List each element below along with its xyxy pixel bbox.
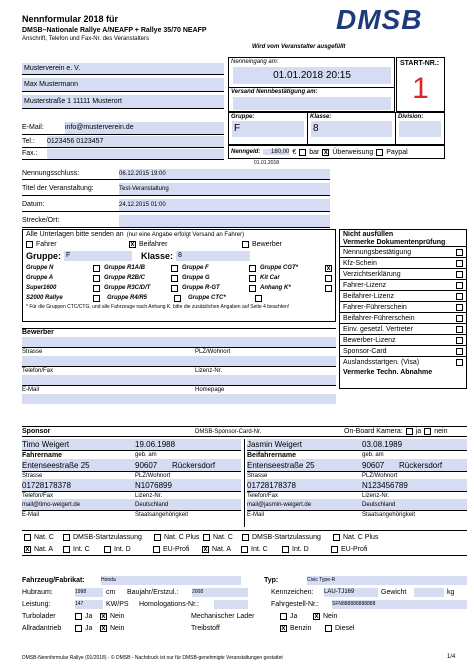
doc-check-item xyxy=(340,345,466,356)
driver-nationality[interactable]: Deutschland xyxy=(135,501,169,508)
group-option-checkbox[interactable] xyxy=(93,265,100,272)
driver-natcplus-label: Nat. C Plus xyxy=(164,533,200,541)
doc-check-item xyxy=(340,334,466,345)
group-box-value[interactable]: F xyxy=(232,121,304,137)
applicant-license-label: Lizenz-Nr. xyxy=(195,368,223,374)
doc-check-checkbox[interactable] xyxy=(456,271,463,278)
weight-label: Gewicht xyxy=(381,588,407,596)
fax-label: Fax.: xyxy=(22,150,38,157)
turbo-label: Turbolader xyxy=(22,612,56,620)
driver-intc-checkbox[interactable] xyxy=(63,546,70,553)
doc-check-checkbox[interactable] xyxy=(456,293,463,300)
organizer-fax[interactable] xyxy=(47,149,224,159)
group-option-checkbox[interactable] xyxy=(171,265,178,272)
driver-block xyxy=(22,439,241,527)
displacement-label: Hubraum: xyxy=(22,588,53,596)
doc-check-checkbox[interactable] xyxy=(456,348,463,355)
doc-check-label: Kfz-Schein xyxy=(343,259,377,267)
mech-ja-label: Ja xyxy=(290,612,298,620)
class-box-value[interactable]: 8 xyxy=(311,121,392,137)
route-label: Strecke/Ort: xyxy=(22,217,60,224)
group-option-label: Gruppe R3C/D/T xyxy=(104,285,151,291)
send-driver-label: Fahrer xyxy=(36,240,57,248)
organizer-line-2[interactable]: Max Mustermann xyxy=(22,78,224,92)
codriver-block xyxy=(244,439,467,527)
not-fill-subtitle: Vermerke Dokumentenprüfung xyxy=(343,239,446,246)
group-box-label: Gruppe: xyxy=(231,114,255,120)
doc-check-item xyxy=(340,356,466,367)
send-codriver-checkbox[interactable]: x xyxy=(130,240,135,248)
codriver-license-label: Lizenz-Nr. xyxy=(362,492,390,499)
division-label: Division: xyxy=(398,114,424,120)
codriver-natcplus-checkbox[interactable] xyxy=(333,534,340,541)
dmsb-logo: DMSB xyxy=(336,4,423,35)
received-value[interactable]: 01.01.2018 20:15 xyxy=(233,67,391,84)
not-fill-title: Nicht ausfüllen xyxy=(343,231,394,238)
sponsor-row xyxy=(22,426,467,437)
group-option-checkbox[interactable] xyxy=(255,295,262,302)
event-date-label: Datum: xyxy=(22,201,45,208)
group-option-checkbox[interactable] xyxy=(93,295,100,302)
homolog-value[interactable] xyxy=(214,600,248,609)
type-label: Typ: xyxy=(264,577,279,584)
driver-zip[interactable]: 90607 xyxy=(135,460,158,470)
class-label: Klasse: xyxy=(141,251,174,261)
driver-natcplus-checkbox[interactable] xyxy=(154,534,161,541)
applicant-phone-label: Telefon/Fax xyxy=(22,368,54,374)
doc-check-checkbox[interactable] xyxy=(456,249,463,256)
turbo-nein-checkbox[interactable]: x xyxy=(101,612,106,620)
driver-city[interactable]: Rückersdorf xyxy=(172,460,216,470)
driver-license[interactable]: N1076899 xyxy=(135,480,172,490)
doc-check-checkbox[interactable] xyxy=(456,315,463,322)
organizer-caption: Anschrift, Telefon und Fax-Nr. des Veranstalters xyxy=(22,36,149,42)
driver-nata-checkbox[interactable]: x xyxy=(25,545,30,553)
codriver-intc-label: Int. C xyxy=(251,545,268,553)
driver-street[interactable]: Entenseestraße 25 xyxy=(22,460,90,470)
group-option-checkbox[interactable] xyxy=(174,295,181,302)
fee-date: 01.01.2018 xyxy=(254,160,280,166)
driver-license-label: Lizenz-Nr. xyxy=(135,492,163,499)
organizer-note: Wird vom Veranstalter ausgefüllt xyxy=(252,44,346,50)
form-subtitle: DMSB–Nationale Rallye A/NEAFP + Rallye 35/70 NEAFP xyxy=(22,27,207,34)
codriver-nata-label: Nat. A xyxy=(212,545,232,553)
driver-startzul-label: DMSB-Startzulassung xyxy=(73,533,142,541)
driver-name-label: Fahrername xyxy=(22,451,63,459)
power-unit: KW/PS xyxy=(106,600,129,608)
driver-name[interactable]: Timo Weigert xyxy=(22,440,70,449)
codriver-zip[interactable]: 90607 xyxy=(362,460,385,470)
deadline-value[interactable]: 06.12.2015 19:00 xyxy=(119,169,330,179)
doc-check-label: Sponsor-Card xyxy=(343,347,387,355)
plate-value[interactable]: LAU-TJ169 xyxy=(324,588,378,597)
start-label: START-NR.: xyxy=(400,60,440,67)
awd-nein-label: Nein xyxy=(110,624,125,632)
fee-row xyxy=(228,145,445,159)
driver-startzul-checkbox[interactable] xyxy=(63,534,70,541)
group-option-label: Gruppe R1A/B xyxy=(104,265,146,271)
email-label: E-Mail: xyxy=(22,124,44,131)
turbo-ja-label: Ja xyxy=(85,612,93,620)
start-number-box xyxy=(396,57,445,112)
driver-street-label: Strasse xyxy=(22,472,43,479)
doc-check-checkbox[interactable] xyxy=(456,326,463,333)
codriver-startzul-checkbox[interactable] xyxy=(242,534,249,541)
applicant-email-label: E-Mail xyxy=(22,387,40,393)
applicant-street-field[interactable] xyxy=(22,356,336,366)
pay-bar-checkbox[interactable] xyxy=(299,149,306,156)
turbo-nein-label: Nein xyxy=(110,612,125,620)
homolog-label: Homologations-Nr.: xyxy=(139,600,199,608)
year-value[interactable]: 2008 xyxy=(192,588,248,597)
fuel-label: Treibstoff xyxy=(191,624,220,632)
doc-check-checkbox[interactable] xyxy=(456,304,463,311)
doc-check-item xyxy=(340,312,466,323)
doc-check-label: Fahrer-Führerschein xyxy=(343,303,407,311)
group-option-label: S2000 Rallye xyxy=(26,295,63,301)
driver-zip-label: PLZ/Wohnort xyxy=(135,472,171,479)
tech-check-label: Vermerke Techn. Abnahme xyxy=(343,369,433,376)
send-codriver-label: Beifahrer xyxy=(139,240,168,248)
send-driver-checkbox[interactable] xyxy=(26,241,33,248)
event-date-value[interactable]: 24.12.2015 01:00 xyxy=(119,199,330,211)
organizer-block xyxy=(22,63,224,159)
codriver-street[interactable]: Entenseestraße 25 xyxy=(247,460,315,470)
fuel-benzin-label: Benzin xyxy=(290,624,312,632)
mech-ja-checkbox[interactable] xyxy=(280,613,287,620)
codriver-nat-label: Staatsangehörigkeit xyxy=(362,511,416,518)
weight-unit: kg xyxy=(447,588,455,596)
doc-check-label: Einv. gesetzl. Vertreter xyxy=(343,325,413,333)
codriver-natc-label: Nat. C xyxy=(213,533,233,541)
driver-natc-checkbox[interactable] xyxy=(24,534,31,541)
event-block xyxy=(22,168,330,228)
applicant-homepage-label: Homepage xyxy=(195,387,225,393)
send-applicant-label: Bewerber xyxy=(252,240,282,248)
group-option-label: Gruppe N xyxy=(26,265,54,271)
codriver-intd-label: Int. D xyxy=(292,545,309,553)
displacement-value[interactable]: 1998 xyxy=(75,588,103,597)
route-value[interactable] xyxy=(119,215,330,227)
codriver-euprofi-label: EU-Profi xyxy=(341,545,368,553)
received-label: Nenneingang am: xyxy=(231,59,279,65)
tel-label: Tel.: xyxy=(22,137,35,145)
group-option-label: Gruppe R4/R5 xyxy=(107,295,148,301)
make-value[interactable]: Honda xyxy=(101,576,241,585)
awd-ja-checkbox[interactable] xyxy=(75,625,82,632)
organizer-line-1[interactable]: Musterverein e. V. xyxy=(22,63,224,75)
codriver-city[interactable]: Rückersdorf xyxy=(399,460,443,470)
mech-nein-checkbox[interactable]: x xyxy=(314,612,319,620)
pay-transfer-label: Überweisung xyxy=(332,148,374,156)
doc-check-item xyxy=(340,301,466,312)
applicant-phone-field[interactable] xyxy=(22,375,336,385)
doc-check-item xyxy=(340,279,466,290)
group-option-checkbox[interactable]: x xyxy=(326,264,331,272)
plate-label: Kennzeichen: xyxy=(271,588,314,596)
camera-label: On-Board Kamera: xyxy=(344,428,403,435)
event-title-label: Titel der Veranstaltung: xyxy=(22,185,94,192)
codriver-nationality[interactable]: Deutschland xyxy=(362,501,396,508)
group-option-checkbox[interactable] xyxy=(171,285,178,292)
fee-value[interactable]: 180,00 xyxy=(263,149,289,155)
mech-nein-label: Nein xyxy=(323,612,338,620)
pay-bar-label: bar xyxy=(309,148,320,156)
doc-check-label: Verzichtserklärung xyxy=(343,270,401,278)
driver-dob[interactable]: 19.06.1988 xyxy=(135,440,176,449)
group-option-label: Gruppe CTC* xyxy=(188,295,226,301)
codriver-street-label: Strasse xyxy=(247,472,268,479)
driver-euprofi-checkbox[interactable] xyxy=(153,546,160,553)
camera-ja-label: ja xyxy=(415,428,422,435)
codriver-euprofi-checkbox[interactable] xyxy=(331,546,338,553)
doc-check-label: Nennungsbestätigung xyxy=(343,248,412,256)
doc-check-checkbox[interactable] xyxy=(456,337,463,344)
driver-email[interactable]: mail@timo-weigert.de xyxy=(22,501,81,508)
groups-block xyxy=(22,229,336,322)
doc-check-label: Beifahrer-Lizenz xyxy=(343,292,394,300)
group-option-checkbox[interactable] xyxy=(249,285,256,292)
organizer-email[interactable]: info@musterverein.de xyxy=(65,122,224,134)
doc-check-checkbox[interactable] xyxy=(456,260,463,267)
doc-check-block xyxy=(339,229,467,389)
codriver-name[interactable]: Jasmin Weigert xyxy=(247,440,302,449)
codriver-nata-checkbox[interactable]: x xyxy=(203,545,208,553)
page-number: 1/4 xyxy=(447,654,456,660)
driver-email-label: E-Mail xyxy=(22,511,40,518)
awd-label: Allradantrieb xyxy=(22,624,62,632)
type-value[interactable]: Civic Type-R xyxy=(307,576,467,585)
codriver-natcplus-label: Nat. C Plus xyxy=(343,533,379,541)
group-option-checkbox[interactable] xyxy=(325,285,332,292)
doc-check-item xyxy=(340,323,466,334)
applicant-title: Bewerber xyxy=(22,328,336,337)
sponsor-card-label: DMSB-Sponsor-Card-Nr. xyxy=(195,428,262,435)
codriver-dob[interactable]: 03.08.1989 xyxy=(362,440,403,449)
codriver-phone-label: Telefon/Fax xyxy=(247,492,279,499)
group-option-label: Kit Car xyxy=(260,275,280,281)
received-box xyxy=(228,57,395,112)
driver-intc-label: Int. C xyxy=(73,545,90,553)
codriver-email[interactable]: mail@jasmin-weigert.de xyxy=(247,501,312,508)
doc-check-label: Fahrer-Lizenz xyxy=(343,281,387,289)
driver-euprofi-label: EU-Profi xyxy=(163,545,190,553)
driver-natc-label: Nat. C xyxy=(34,533,54,541)
organizer-line-3[interactable]: Musterstraße 1 11111 Musterort xyxy=(22,95,224,109)
group-option-label: Gruppe R-GT xyxy=(182,285,220,291)
doc-check-list xyxy=(340,246,466,367)
group-grid xyxy=(23,263,335,303)
displacement-unit: cm xyxy=(106,588,116,596)
fee-label: Nenngeld: xyxy=(231,149,261,155)
doc-check-checkbox[interactable] xyxy=(456,359,463,366)
vin-label: Fahrgestell-Nr.: xyxy=(271,600,319,608)
driver-intd-label: Int. D xyxy=(114,545,131,553)
turbo-ja-checkbox[interactable] xyxy=(75,613,82,620)
group-option-label: Gruppe F xyxy=(182,265,209,271)
codriver-natc-checkbox[interactable] xyxy=(203,534,210,541)
mech-label: Mechanischer Lader xyxy=(191,612,255,620)
vin-value[interactable]: SFN888888888888 xyxy=(332,600,467,609)
confirm-label: Versand Nennbestätigung am: xyxy=(231,89,318,95)
footer-text: DMSB-Nennformular Rallye (01/2018) - © DMSB - Nachdruck ist nur für DMSB-genehmigte Veranstaltungen gestattet xyxy=(22,655,283,661)
send-docs-text: Alle Unterlagen bitte senden an xyxy=(26,231,124,238)
group-class-box xyxy=(228,112,445,145)
doc-check-checkbox[interactable] xyxy=(456,282,463,289)
group-option-checkbox[interactable] xyxy=(249,265,256,272)
group-option-checkbox[interactable] xyxy=(249,275,256,282)
group-label: Gruppe: xyxy=(26,251,61,261)
deadline-label: Nennungsschluss: xyxy=(22,170,80,177)
applicant-zip-label: PLZ/Wohnort xyxy=(195,349,231,355)
driver-phone[interactable]: 01728178378 xyxy=(22,480,71,490)
fuel-benzin-checkbox[interactable]: x xyxy=(281,624,286,632)
group-option-label: Gruppe A xyxy=(26,275,54,281)
pay-paypal-checkbox[interactable] xyxy=(376,149,383,156)
send-applicant-checkbox[interactable] xyxy=(242,241,249,248)
event-title-value[interactable]: Test-Veranstaltung xyxy=(119,183,330,195)
doc-check-label: Auslandsstartgen. (Visa) xyxy=(343,358,420,366)
applicant-name-field[interactable] xyxy=(22,337,336,347)
class-box-label: Klasse: xyxy=(310,114,332,120)
weight-value[interactable] xyxy=(414,588,444,597)
group-option-label: Gruppe G xyxy=(182,275,210,281)
power-value[interactable]: 147 xyxy=(75,600,103,609)
applicant-email-field[interactable] xyxy=(22,394,336,404)
group-value[interactable]: F xyxy=(64,251,132,261)
group-option-label: Gruppe R2B/C xyxy=(104,275,146,281)
doc-check-item xyxy=(340,246,466,257)
start-value[interactable]: 1 xyxy=(412,72,429,105)
applicant-street-label: Strasse xyxy=(22,349,43,355)
camera-nein-label: nein xyxy=(434,428,448,435)
camera-nein-checkbox[interactable] xyxy=(424,428,431,435)
doc-check-item xyxy=(340,257,466,268)
doc-check-item xyxy=(340,268,466,279)
codriver-name-label: Beifahrername xyxy=(247,451,297,459)
driver-nata-label: Nat. A xyxy=(34,545,54,553)
send-docs-note: (nur eine Angabe erfolgt Versand an Fahrer) xyxy=(126,231,245,238)
sponsor-label: Sponsor xyxy=(22,428,51,435)
awd-nein-checkbox[interactable]: x xyxy=(101,624,106,632)
year-label: Baujahr/Erstzul.: xyxy=(127,588,179,596)
driver-phone-label: Telefon/Fax xyxy=(22,492,54,499)
codriver-email-label: E-Mail xyxy=(247,511,265,518)
awd-ja-label: Ja xyxy=(85,624,93,632)
group-option-checkbox[interactable] xyxy=(171,275,178,282)
fee-currency: € xyxy=(292,148,297,156)
confirm-value[interactable] xyxy=(233,97,391,110)
organizer-tel[interactable]: 0123456 0123457 xyxy=(47,136,224,147)
codriver-zip-label: PLZ/Wohnort xyxy=(362,472,398,479)
codriver-intc-checkbox[interactable] xyxy=(241,546,248,553)
camera-ja-checkbox[interactable] xyxy=(406,428,413,435)
group-option-label: Gruppe CGT* xyxy=(260,265,299,271)
group-option-checkbox[interactable] xyxy=(325,275,332,282)
applicant-block xyxy=(22,328,336,422)
group-option-checkbox[interactable] xyxy=(93,285,100,292)
group-option-checkbox[interactable] xyxy=(93,275,100,282)
codriver-startzul-label: DMSB-Startzulassung xyxy=(252,533,321,541)
group-footnote: * Für die Gruppen CTC/CTG, und alle Fahrzeuge nach Anhang K. bitte die zusätzlichen Angaben auf Seite 4 beachten! xyxy=(26,304,290,310)
codriver-phone[interactable]: 01728178378 xyxy=(247,480,296,490)
fuel-diesel-checkbox[interactable] xyxy=(325,625,332,632)
fuel-diesel-label: Diesel xyxy=(335,624,355,632)
power-label: Leistung: xyxy=(22,600,51,608)
codriver-dob-label: geb. am xyxy=(362,452,384,458)
group-option-label: Super1600 xyxy=(26,285,57,291)
pay-transfer-checkbox[interactable]: x xyxy=(323,148,328,156)
pay-paypal-label: Paypal xyxy=(386,148,408,156)
doc-check-item xyxy=(340,290,466,301)
vehicle-block xyxy=(22,575,467,645)
driver-dob-label: geb. am xyxy=(135,452,157,458)
codriver-intd-checkbox[interactable] xyxy=(282,546,289,553)
doc-check-label: Bewerber-Lizenz xyxy=(343,336,396,344)
license-block xyxy=(22,530,467,556)
driver-nat-label: Staatsangehörigkeit xyxy=(135,511,189,518)
class-value[interactable]: 8 xyxy=(176,251,250,261)
division-value[interactable] xyxy=(399,121,441,137)
doc-check-label: Beifahrer-Führerschein xyxy=(343,314,415,322)
form-title: Nennformular 2018 für xyxy=(22,14,119,24)
codriver-license[interactable]: N123456789 xyxy=(362,480,408,490)
group-option-label: Anhang K* xyxy=(260,285,291,291)
make-label: Fahrzeug/Fabrikat: xyxy=(22,577,85,584)
driver-intd-checkbox[interactable] xyxy=(104,546,111,553)
